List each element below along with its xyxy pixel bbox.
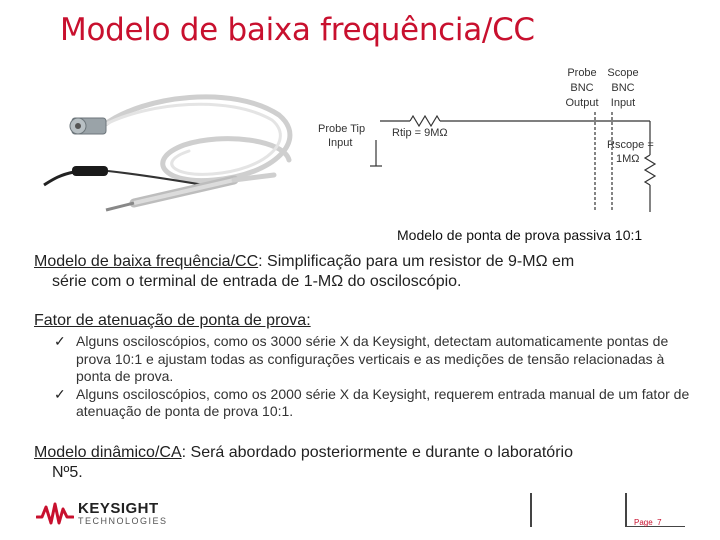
page-label: Page — [634, 518, 653, 527]
term-dynamic: Modelo dinâmico/CA — [34, 444, 182, 461]
para1-line2: série com o terminal de entrada de 1-MΩ do osciloscópio. — [52, 273, 462, 290]
ground-clip — [44, 166, 204, 185]
slide-title: Modelo de baixa frequência/CC — [60, 12, 535, 48]
paragraph-low-frequency — [34, 252, 704, 292]
footer-divider — [625, 493, 627, 527]
rscope-label-1: Rscope = — [607, 139, 654, 151]
page-number — [634, 518, 662, 527]
scope-bnc-label-2: BNC — [611, 82, 635, 94]
attenuation-bullets — [52, 333, 702, 421]
para3-line2: Nº5. — [52, 464, 83, 481]
paragraph-dynamic — [34, 443, 704, 483]
bullet-item — [52, 386, 702, 421]
keysight-logo — [36, 498, 176, 530]
para3-line1: : Será abordado posteriormente e durante o laboratório — [181, 444, 573, 461]
checkmark-icon: ✓ — [54, 333, 66, 349]
bnc-connector — [70, 118, 106, 134]
para1-line1: : Simplificação para um resistor de 9-MΩ em — [258, 253, 575, 270]
rscope-label-2: 1MΩ — [616, 153, 640, 165]
bullet-text: Alguns osciloscópios, como os 3000 série X da Keysight, detectam automaticamente pontas de prova 10:1 e ajustam todas as configurações verticais e as medições de tensão relacionadas à ponta de prova. — [76, 333, 669, 384]
probe-bnc-label-1: Probe — [567, 67, 597, 79]
rtip-label: Rtip = 9MΩ — [392, 127, 448, 139]
probe-bnc-label-3: Output — [565, 97, 599, 109]
checkmark-icon: ✓ — [54, 385, 66, 402]
probe-tip-label-1: Probe Tip — [318, 123, 366, 135]
scope-bnc-label-3: Input — [610, 97, 636, 109]
probe-cable — [104, 97, 290, 181]
footer-divider — [530, 493, 532, 527]
bullet-text: Alguns osciloscópios, como os 2000 série X da Keysight, requerem entrada manual de um fator de atenuação de ponta de prova 10:1. — [76, 385, 690, 419]
probe-schematic — [310, 60, 705, 225]
logo-name: KEYSIGHT — [78, 500, 159, 517]
scope-bnc-label-1: Scope — [607, 67, 639, 79]
term-low-frequency: Modelo de baixa frequência/CC — [34, 253, 259, 270]
paragraph-attenuation — [34, 311, 704, 331]
keysight-wave-icon — [36, 501, 74, 527]
figure-caption: Modelo de ponta de prova passiva 10:1 — [397, 227, 643, 243]
logo-tagline: TECHNOLOGIES — [78, 516, 168, 526]
probe-photo — [34, 80, 304, 220]
probe-bnc-label-2: BNC — [570, 82, 594, 94]
probe-tip-label-2: Input — [328, 137, 353, 149]
term-attenuation: Fator de atenuação de ponta de prova: — [34, 312, 311, 329]
page-number-value: 7 — [657, 518, 662, 527]
bullet-item — [52, 333, 702, 386]
ground-dashes — [595, 112, 612, 210]
